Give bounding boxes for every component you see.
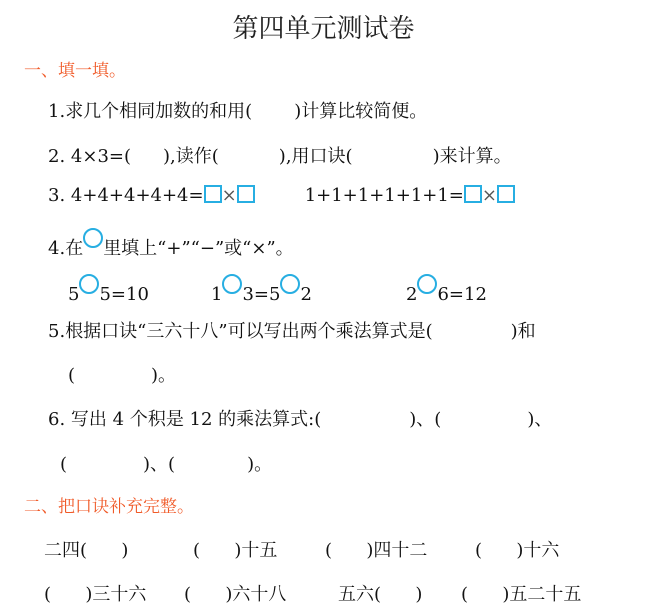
answer-circle[interactable]: [79, 274, 99, 294]
answer-circle[interactable]: [417, 274, 437, 294]
question-6-cont: ( )、( )。: [60, 454, 273, 475]
rhyme-item: 二四( ): [44, 540, 129, 561]
question-5: 5.根据口诀“三六十八”可以写出两个乘法算式是( )和: [48, 321, 536, 342]
circle-icon: [83, 228, 103, 248]
page-title: 第四单元测试卷: [232, 14, 415, 44]
question-4: 4.在 里填上“+”“−”或“×”。: [48, 228, 294, 260]
answer-box[interactable]: [204, 185, 222, 203]
answer-circle[interactable]: [280, 274, 300, 294]
question-1: 1.求几个相同加数的和用( )计算比较简便。: [48, 101, 428, 122]
rhyme-item: ( )六十八: [184, 584, 287, 605]
answer-box[interactable]: [464, 185, 482, 203]
question-5-cont: ( )。: [68, 365, 177, 386]
question-4-eq-1: 5 5=10: [68, 274, 149, 305]
question-3: 3. 4+4+4+4+4= × 1+1+1+1+1+1= ×: [48, 185, 515, 206]
rhyme-item: ( )五二十五: [461, 584, 582, 605]
section-2-heading: 二、把口诀补充完整。: [24, 497, 194, 517]
answer-box[interactable]: [497, 185, 515, 203]
answer-circle[interactable]: [222, 274, 242, 294]
rhyme-item: 五六( ): [338, 584, 423, 605]
answer-box[interactable]: [237, 185, 255, 203]
question-6: 6. 写出 4 个积是 12 的乘法算式:( )、( )、: [48, 409, 553, 430]
section-1-heading: 一、填一填。: [24, 61, 126, 81]
rhyme-item: ( )四十二: [325, 540, 428, 561]
question-4-eq-2: 1 3=5 2: [211, 274, 312, 305]
rhyme-item: ( )十六: [475, 540, 560, 561]
rhyme-item: ( )十五: [193, 540, 278, 561]
question-2: 2. 4×3=( ),读作( ),用口诀( )来计算。: [48, 146, 512, 167]
rhyme-item: ( )三十六: [44, 584, 147, 605]
question-4-eq-3: 2 6=12: [406, 274, 487, 305]
